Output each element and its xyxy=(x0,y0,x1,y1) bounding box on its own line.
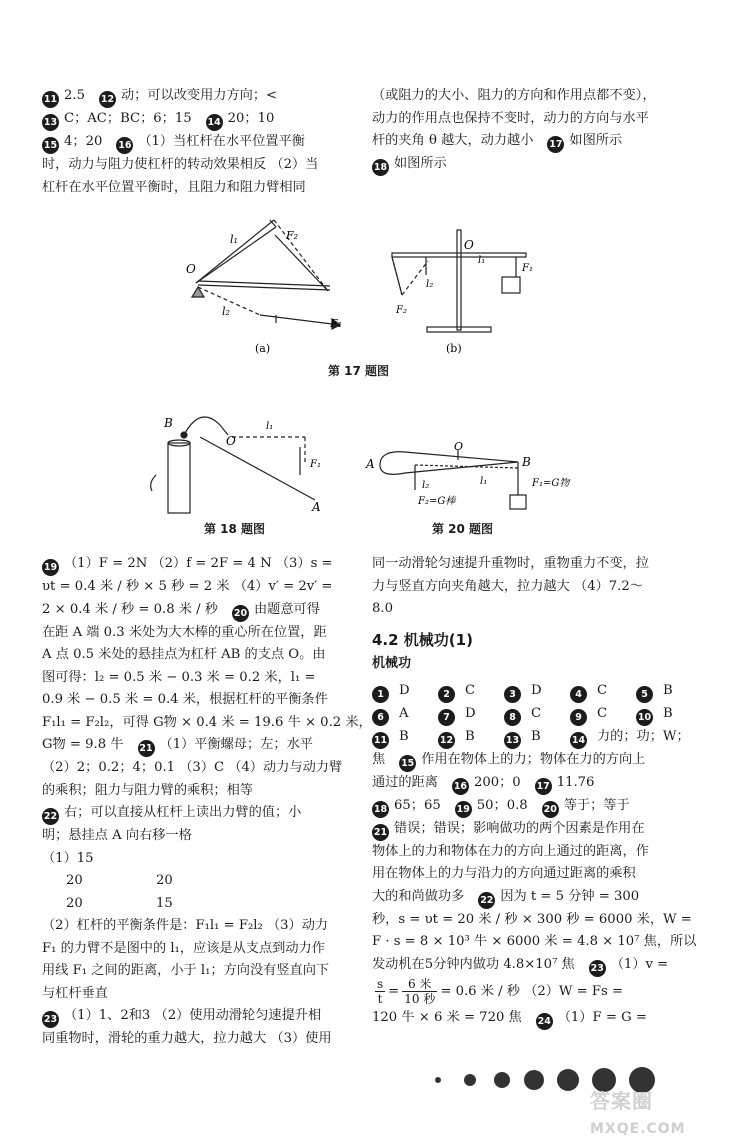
answer-line: 同重物时，滑轮的重力越大，拉力越大 （3）使用 xyxy=(42,1031,332,1046)
table-row xyxy=(42,893,374,916)
table-cell: 20 xyxy=(66,873,83,888)
answer-number-badge: 14 xyxy=(206,114,223,131)
left-column-top xyxy=(42,85,374,199)
fig17b-label-F1: F₁ xyxy=(522,263,533,274)
answer-number-badge: 4 xyxy=(570,686,587,703)
answer-line xyxy=(42,131,374,154)
fig20-label-F1: F₁=G物 xyxy=(532,478,570,489)
fig20-label-l1: l₁ xyxy=(480,476,488,487)
answer-number-badge: 3 xyxy=(504,686,521,703)
answer-text: 因为 t = 5 分钟 = 300 xyxy=(500,888,640,904)
fig18-label-F1: F₁ xyxy=(310,459,321,470)
answer-line xyxy=(42,1005,374,1028)
answer-text: C xyxy=(531,705,542,721)
answer-text: 2 × 0.4 米 / 秒 = 0.8 米 / 秒 xyxy=(42,601,218,617)
fig17-label-l1: l₁ xyxy=(230,233,238,246)
answer-text: 120 牛 × 6 米 = 720 焦 xyxy=(372,1009,522,1025)
answer-number-badge: 22 xyxy=(42,808,59,825)
figure-18-caption: 第 18 题图 xyxy=(204,522,266,536)
answer-line xyxy=(372,818,708,841)
fig17b-label-O: O xyxy=(464,238,474,252)
answer-text: 2.5 xyxy=(64,88,85,103)
fig18-label-O: O xyxy=(226,434,236,448)
answer-line xyxy=(372,795,708,818)
answer-text: 焦 xyxy=(372,751,386,767)
answer-text: D xyxy=(531,682,542,698)
answer-line xyxy=(372,772,708,795)
answer-line xyxy=(372,153,708,176)
answer-line: 同一动滑轮匀速提升重物时，重物重力不变，拉 xyxy=(372,556,649,571)
table-cell: 20 xyxy=(156,873,173,888)
figure-17-diagram xyxy=(180,215,550,355)
answer-line: 8.0 xyxy=(372,601,393,616)
answer-line: F₁l₁ = F₂l₂，可得 G物 × 0.4 米 = 19.6 牛 × 0.2 米， xyxy=(42,714,372,730)
answer-number-badge: 5 xyxy=(636,686,653,703)
table-cell: 15 xyxy=(156,895,173,911)
answer-number-badge: 6 xyxy=(372,709,389,726)
answer-number-badge: 13 xyxy=(504,732,521,749)
figure-17a xyxy=(192,220,343,330)
answer-number-badge: 15 xyxy=(399,755,416,772)
watermark-url: MXQE.COM xyxy=(590,1121,686,1137)
answer-line: 的乘积；阻力与阻力臂的乘积；相等 xyxy=(42,782,253,798)
answer-text: 大的和尚做功多 xyxy=(372,888,465,904)
answer-line: 秒，s = υt = 20 米 / 秒 × 300 秒 = 6000 米，W = xyxy=(372,911,692,927)
figure-17b xyxy=(392,230,526,332)
answer-text: 200；0 xyxy=(473,774,521,790)
answer-number-badge: 16 xyxy=(452,778,469,795)
answer-number-badge: 2 xyxy=(438,686,455,703)
answer-text: （1）F = G = xyxy=(557,1009,647,1025)
answer-line xyxy=(42,108,374,131)
answer-number-badge: 8 xyxy=(504,709,521,726)
right-column-bottom xyxy=(372,553,708,1030)
answer-number-badge: 17 xyxy=(547,136,564,153)
table-cell: （1）15 xyxy=(42,850,94,866)
answer-number-badge: 11 xyxy=(42,91,59,108)
subsection-title: 机械功 xyxy=(372,656,412,671)
table-row xyxy=(42,870,374,893)
answer-number-badge: 12 xyxy=(99,91,116,108)
choice-row xyxy=(372,680,708,703)
answer-text: D xyxy=(465,705,476,721)
answer-text: （1）F = 2N （2）f = 2F = 4 N （3）s = xyxy=(64,556,333,571)
answer-text: A xyxy=(399,705,409,721)
answer-number-badge: 23 xyxy=(42,1011,59,1028)
answer-number-badge: 17 xyxy=(535,778,552,795)
left-column-bottom xyxy=(42,553,374,1051)
answer-line: 时，动力与阻力使杠杆的转动效果相反 （2）当 xyxy=(42,157,319,172)
answer-line xyxy=(372,749,708,772)
answer-text: 发动机在5分钟内做功 4.8×10⁷ 焦 xyxy=(372,956,575,972)
fig17b-label-F2: F₂ xyxy=(396,305,407,316)
answer-number-badge: 11 xyxy=(372,732,389,749)
choice-row xyxy=(372,726,708,749)
fig18-label-A: A xyxy=(312,500,321,514)
answer-number-badge: 13 xyxy=(42,114,59,131)
section-title: 4.2 机械功(1) xyxy=(372,630,473,649)
answer-number-badge: 7 xyxy=(438,709,455,726)
fig17-label-a: (a) xyxy=(255,342,271,355)
answer-line: F₁ 的力臂不是图中的 l₁，应该是从支点到动力作 xyxy=(42,940,325,956)
fig17-label-l2: l₂ xyxy=(222,305,230,318)
answer-line xyxy=(372,886,708,909)
answer-number-badge: 10 xyxy=(636,709,653,726)
answer-text: C xyxy=(597,682,608,698)
answer-text: 错误；错误；影响做功的两个因素是作用在 xyxy=(394,820,645,836)
right-column-top xyxy=(372,85,708,176)
answer-text: B xyxy=(663,705,673,721)
figure-20-diagram xyxy=(360,440,570,520)
answer-line: 用在物体上的力与沿力的方向通过距离的乘积 xyxy=(372,866,636,881)
answer-text: 动；可以改变用力方向；< xyxy=(120,88,278,103)
answer-text: 作用在物体上的力；物体在力的方向上 xyxy=(421,751,646,767)
fig18-label-B: B xyxy=(164,416,173,430)
answer-text: C xyxy=(465,682,476,698)
answer-line: υt = 0.4 米 / 秒 × 5 秒 = 2 米 （4）v′ = 2v′ = xyxy=(42,579,333,594)
answer-text: （1）1、2和3 （2）使用动滑轮匀速提升相 xyxy=(64,1008,322,1023)
fig17-label-b: (b) xyxy=(446,342,462,355)
answer-number-badge: 18 xyxy=(372,801,389,818)
fig17b-label-l2: l₂ xyxy=(426,279,434,290)
fig18-label-l1: l₁ xyxy=(266,421,274,432)
answer-text: 11.76 xyxy=(556,774,595,790)
answer-text: 右；可以直接从杠杆上读出力臂的值；小 xyxy=(64,805,302,820)
answer-text: = 0.6 米 / 秒 （2）W = Fs = xyxy=(440,983,624,999)
fraction: $\frac{\text{6 米}}{\text{10 秒}}$ xyxy=(404,976,436,1006)
answer-number-badge: 21 xyxy=(372,824,389,841)
answer-number-badge: 14 xyxy=(570,732,587,749)
fig17-label-F1: F₁ xyxy=(330,317,343,330)
answer-line: 0.9 米 − 0.5 米 = 0.4 米，根据杠杆的平衡条件 xyxy=(42,692,328,707)
answer-text: G物 = 9.8 牛 xyxy=(42,737,124,752)
answer-number-badge: 24 xyxy=(536,1013,553,1030)
answer-text: （1）当杠杆在水平位置平衡 xyxy=(138,134,305,149)
answer-number-badge: 9 xyxy=(570,709,587,726)
answer-line: 杠杆在水平位置平衡时，且阻力和阻力臂相同 xyxy=(42,179,306,195)
answer-text: 通过的距离 xyxy=(372,774,438,790)
answer-line xyxy=(42,802,374,825)
answer-number-badge: 21 xyxy=(138,740,155,757)
answer-text: 65；65 xyxy=(394,797,441,813)
answer-text: 如图所示 xyxy=(569,133,623,148)
answer-line: $\frac{s}{t}$ = $\frac{\text{6 米}}{\text{10 秒}}$ = 0.6 米 / 秒 （2）W = Fs = xyxy=(377,976,624,1006)
answer-line: （或阻力的大小、阻力的方向和作用点都不变）， xyxy=(372,88,656,103)
answer-number-badge: 19 xyxy=(455,801,472,818)
answer-line xyxy=(42,85,374,108)
answer-number-badge: 20 xyxy=(232,605,249,622)
fig17-label-F2: F₂ xyxy=(286,229,299,242)
choice-row xyxy=(372,703,708,726)
answer-text: 力的；功；W； xyxy=(597,728,690,744)
table-row xyxy=(42,848,374,871)
watermark xyxy=(590,1085,686,1138)
answer-text: （1）v = xyxy=(610,956,669,972)
answer-number-badge: 16 xyxy=(116,137,133,154)
answer-line: F · s = 8 × 10³ 牛 × 6000 米 = 4.8 × 10⁷ 焦，所以 xyxy=(372,934,697,949)
answer-line: 物体上的力和物体在力的方向上通过的距离，作 xyxy=(372,843,649,859)
answer-line xyxy=(372,130,708,153)
answer-number-badge: 23 xyxy=(589,960,606,977)
figure-17-caption: 第 17 题图 xyxy=(328,364,390,378)
answer-line: A 点 0.5 米处的悬挂点为杠杆 AB 的支点 O。由 xyxy=(42,647,326,662)
figure-18-diagram xyxy=(140,405,335,515)
answer-text: 4；20 xyxy=(64,134,103,149)
fig17b-label-l1: l₁ xyxy=(478,255,486,266)
answer-text: C xyxy=(597,705,608,721)
fig20-label-O: O xyxy=(454,440,464,453)
watermark-text: 答案圈 xyxy=(590,1089,653,1113)
answer-line: 明；悬挂点 A 向右移一格 xyxy=(42,828,192,843)
answer-text: B xyxy=(663,682,673,698)
answer-text: C；AC；BC；6；15 xyxy=(64,111,192,126)
answer-number-badge: 19 xyxy=(42,559,59,576)
answer-line: （2）杠杆的平衡条件是：F₁l₁ = F₂l₂ （3）动力 xyxy=(42,918,329,933)
answer-number-badge: 15 xyxy=(42,137,59,154)
answer-number-badge: 12 xyxy=(438,732,455,749)
figure-20-caption: 第 20 题图 xyxy=(432,522,494,536)
answer-line: 与杠杆垂直 xyxy=(42,985,108,1001)
answer-line xyxy=(372,1007,708,1030)
answer-line xyxy=(372,954,708,977)
fig20-label-l2: l₂ xyxy=(422,480,430,491)
answer-text: 杆的夹角 θ 越大，动力越小 xyxy=(372,133,534,148)
answer-text: 20；10 xyxy=(227,111,275,126)
fig17-label-O: O xyxy=(186,262,196,276)
answer-line: 图可得：l₂ = 0.5 米 − 0.3 米 = 0.2 米，l₁ = xyxy=(42,669,316,685)
answer-number-badge: 1 xyxy=(372,686,389,703)
answer-line: 力与竖直方向夹角越大，拉力越大 （4）7.2～ xyxy=(372,578,643,594)
table-cell: 20 xyxy=(66,895,83,911)
answer-line xyxy=(42,734,374,757)
answer-line: （2）2；0.2；4；0.1 （3）C （4）动力与动力臂 xyxy=(42,760,343,775)
fig20-label-F2: F₂=G棒 xyxy=(418,496,456,507)
answer-number-badge: 18 xyxy=(372,159,389,176)
answer-text: 如图所示 xyxy=(394,156,447,171)
answer-number-badge: 20 xyxy=(542,801,559,818)
answer-text: B xyxy=(399,728,409,744)
answer-number-badge: 22 xyxy=(478,892,495,909)
answer-text: 由题意可得 xyxy=(254,601,320,617)
answer-line: 动力的作用点也保持不变时，动力的方向与水平 xyxy=(372,110,649,126)
answer-text: 50；0.8 xyxy=(476,797,528,813)
answer-text: 等于；等于 xyxy=(563,797,630,813)
answer-line xyxy=(42,553,374,576)
answer-text: B xyxy=(465,728,475,744)
answer-text: B xyxy=(531,728,541,744)
answer-text: D xyxy=(399,682,410,698)
answer-line: 用线 F₁ 之间的距离，小于 l₁；方向没有竖直向下 xyxy=(42,963,330,978)
fig20-label-A: A xyxy=(366,457,375,471)
fig20-label-B: B xyxy=(522,455,531,469)
answer-line: 在距 A 端 0.3 米处为大木棒的重心所在位置，距 xyxy=(42,624,327,640)
answer-line xyxy=(42,599,374,622)
fraction: $\frac{s}{t}$ xyxy=(377,976,384,1006)
answer-text: （1）平衡螺母；左；水平 xyxy=(159,737,313,752)
